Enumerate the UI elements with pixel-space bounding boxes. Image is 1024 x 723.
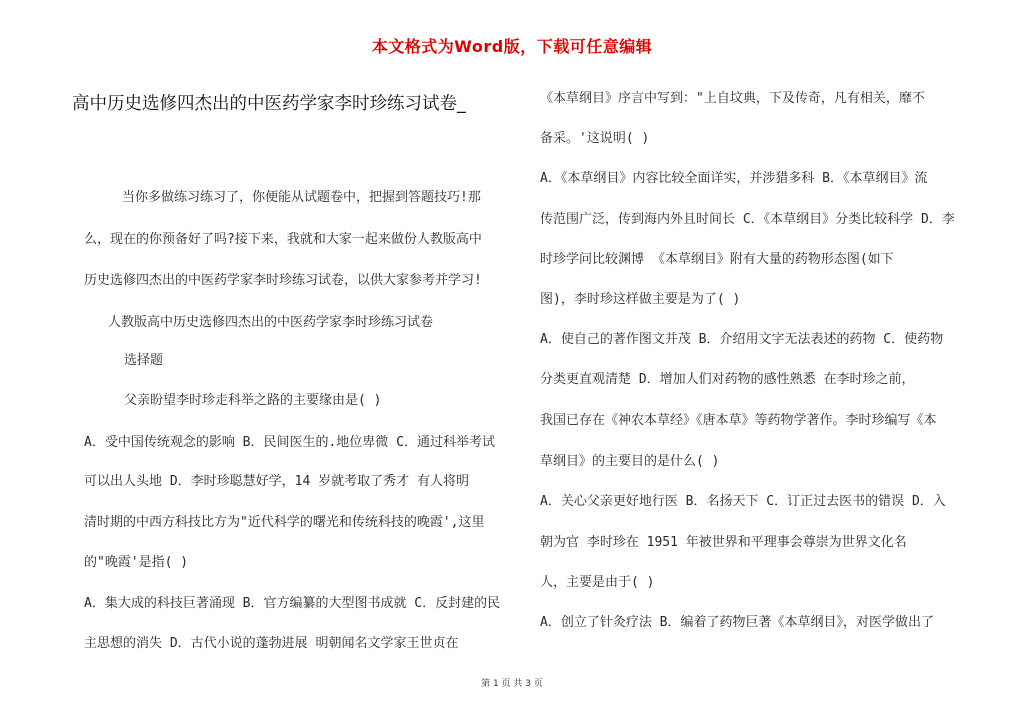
option-line: 传范围广泛，传到海内外且时间长 C．《本草纲目》分类比较科学 D．李: [540, 212, 955, 227]
question-line: 的"晚霞'是指( ): [84, 555, 189, 570]
paragraph-line: 历史选修四杰出的中医药学家李时珍练习试卷，以供大家参考并学习!: [84, 273, 482, 288]
option-line: A．集大成的科技巨著涌现 B．官方编纂的大型图书成就 C．反封建的民: [84, 596, 501, 611]
question-line: 草纲目》的主要目的是什么( ): [540, 454, 720, 469]
paragraph-line: 当你多做练习练习了，你便能从试题卷中，把握到答题技巧!那: [122, 190, 481, 205]
question-line: 图)，李时珍这样做主要是为了( ): [540, 292, 741, 307]
paper-subtitle: 人教版高中历史选修四杰出的中医药学家李时珍练习试卷: [108, 315, 434, 330]
option-line: A．创立了针灸疗法 B．编着了药物巨著《本草纲目》，对医学做出了: [540, 615, 934, 630]
page-number: 第 1 页 共 3 页: [481, 679, 543, 689]
question-line: 父亲盼望李时珍走科举之路的主要缘由是( ): [124, 393, 382, 408]
option-line: A．受中国传统观念的影响 B．民间医生的.地位卑微 C．通过科举考试: [84, 435, 495, 450]
question-line: 《本草纲目》序言中写到："上自坟典，下及传奇，凡有相关，靡不: [540, 91, 925, 106]
option-line: A．《本草纲目》内容比较全面详实，并涉猎多科 B．《本草纲目》流: [540, 171, 928, 186]
option-line: 主思想的消失 D．古代小说的蓬勃进展 明朝闻名文学家王世贞在: [84, 636, 459, 651]
option-line: 朝为官 李时珍在 1951 年被世界和平理事会尊崇为世界文化名: [540, 535, 907, 550]
question-line: 我国已存在《神农本草经》《唐本草》等药物学著作。李时珍编写《本: [540, 413, 937, 428]
option-line: A．使自己的著作图文并茂 B．介绍用文字无法表述的药物 C．使药物: [540, 332, 944, 347]
option-line: 分类更直观清楚 D．增加人们对药物的感性熟悉 在李时珍之前，: [540, 372, 915, 387]
option-line: 时珍学问比较渊博 《本草纲目》附有大量的药物形态图(如下: [540, 252, 894, 267]
option-line: 可以出人头地 D．李时珍聪慧好学，14 岁就考取了秀才 有人将明: [84, 474, 469, 489]
section-heading: 选择题: [124, 353, 164, 368]
option-line: A．关心父亲更好地行医 B．名扬天下 C．订正过去医书的错误 D．入: [540, 494, 946, 509]
question-line: 备采。'这说明( ): [540, 131, 650, 146]
paragraph-line: 么，现在的你预备好了吗?接下来，我就和大家一起来做份人教版高中: [84, 232, 482, 247]
format-banner: 本文格式为Word版，下载可任意编辑: [371, 37, 653, 56]
question-line: 清时期的中西方科技比方为"近代科学的曙光和传统科技的晚霞',这里: [84, 515, 485, 530]
question-line: 人，主要是由于( ): [540, 575, 655, 590]
document-title: 高中历史选修四杰出的中医药学家李时珍练习试卷_: [72, 94, 466, 114]
